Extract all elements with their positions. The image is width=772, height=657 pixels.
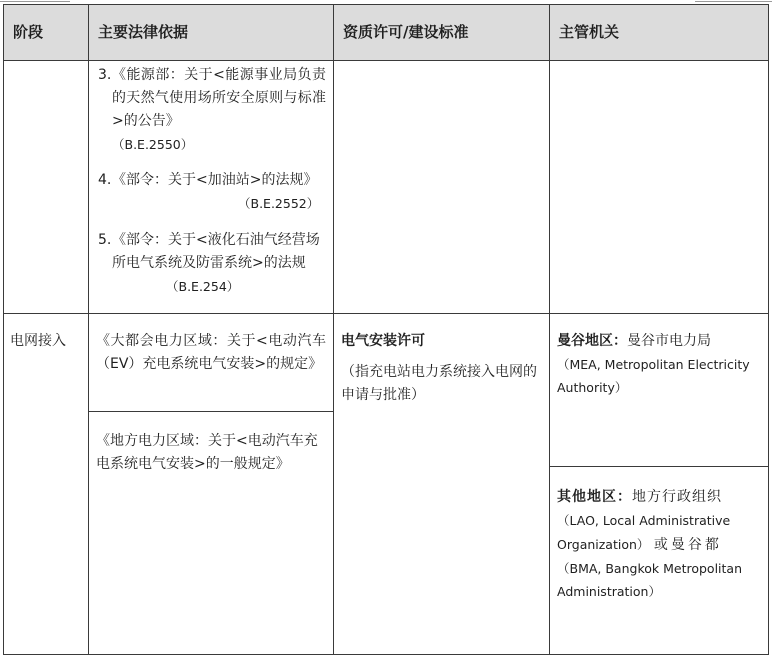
- law-item-3: [98, 64, 326, 156]
- table-border-top: [3, 4, 769, 5]
- col-divider-2: [333, 4, 334, 655]
- law-item-5-text: 《部令：关于<液化石油气经营场所电气系统及防雷系统>的法规: [112, 232, 320, 271]
- table-border-bottom: [3, 654, 769, 655]
- row-divider: [3, 313, 769, 314]
- law-item-4-year: （B.E.2552）: [238, 196, 320, 211]
- table-border-left: [3, 4, 4, 655]
- stage-grid-connection-label: 电网接入: [10, 333, 66, 349]
- header-authority: [549, 4, 768, 60]
- header-legal-basis-label: 主要法律依据: [98, 22, 189, 41]
- top-corner-mark-left: [0, 1, 70, 2]
- header-legal-basis: [88, 4, 333, 60]
- authority-other: [557, 486, 763, 603]
- stage-grid-connection: [10, 330, 86, 353]
- law-item-5-year: （B.E.254）: [166, 279, 240, 294]
- law-item-5: [98, 229, 326, 294]
- permit-description: （指充电站电力系统接入电网的申请与批准）: [341, 364, 537, 403]
- authority-subdivider: [549, 466, 769, 467]
- law-item-3-number: 3.: [98, 67, 112, 83]
- law-item-3-year: （B.E.2550）: [112, 137, 194, 152]
- authority-bangkok: [557, 330, 763, 399]
- top-corner-mark-right: [695, 1, 772, 2]
- header-authority-label: 主管机关: [559, 22, 620, 41]
- permit-title: 电气安装许可: [341, 333, 425, 349]
- col-divider-3: [549, 4, 550, 655]
- law-item-4: [98, 169, 326, 211]
- law-item-4-text: 《部令：关于<加油站>的法规》: [112, 172, 318, 188]
- law-metropolitan: 《大都会电力区域：关于<电动汽车（EV）充电系统电气安装>的规定》: [96, 333, 326, 372]
- authority-other-bma: （BMA, Bangkok Metropolitan Administration）: [557, 561, 743, 599]
- law-item-4-number: 4.: [98, 172, 112, 188]
- authority-bangkok-name: 曼谷市电力局: [627, 333, 711, 349]
- header-divider: [3, 60, 769, 61]
- authority-other-name: 地方行政组织: [632, 489, 722, 505]
- header-stage: [3, 4, 88, 60]
- header-permit: [333, 4, 549, 60]
- header-permit-label: 资质许可/建设标准: [343, 22, 469, 41]
- authority-other-title: 其他地区：: [557, 489, 632, 505]
- law-provincial: 《地方电力区域：关于<电动汽车充电系统电气安装>的一般规定》: [96, 433, 318, 472]
- header-stage-label: 阶段: [13, 22, 44, 41]
- authority-other-or: 或曼谷都: [653, 537, 722, 553]
- permit-cell: [341, 330, 545, 407]
- col-divider-1: [88, 4, 89, 655]
- law-subdivider: [88, 411, 333, 412]
- authority-bangkok-title: 曼谷地区：: [557, 333, 627, 349]
- authority-bangkok-en: （MEA, Metropolitan Electricity Authority）: [557, 357, 750, 395]
- law-item-5-number: 5.: [98, 232, 112, 248]
- authority-other-lao: （LAO, Local Administrative Organization）: [557, 513, 731, 552]
- table-border-right: [768, 4, 769, 655]
- law-item-3-text: 《能源部：关于<能源事业局负责的天然气使用场所安全原则与标准>的公告》: [112, 67, 326, 129]
